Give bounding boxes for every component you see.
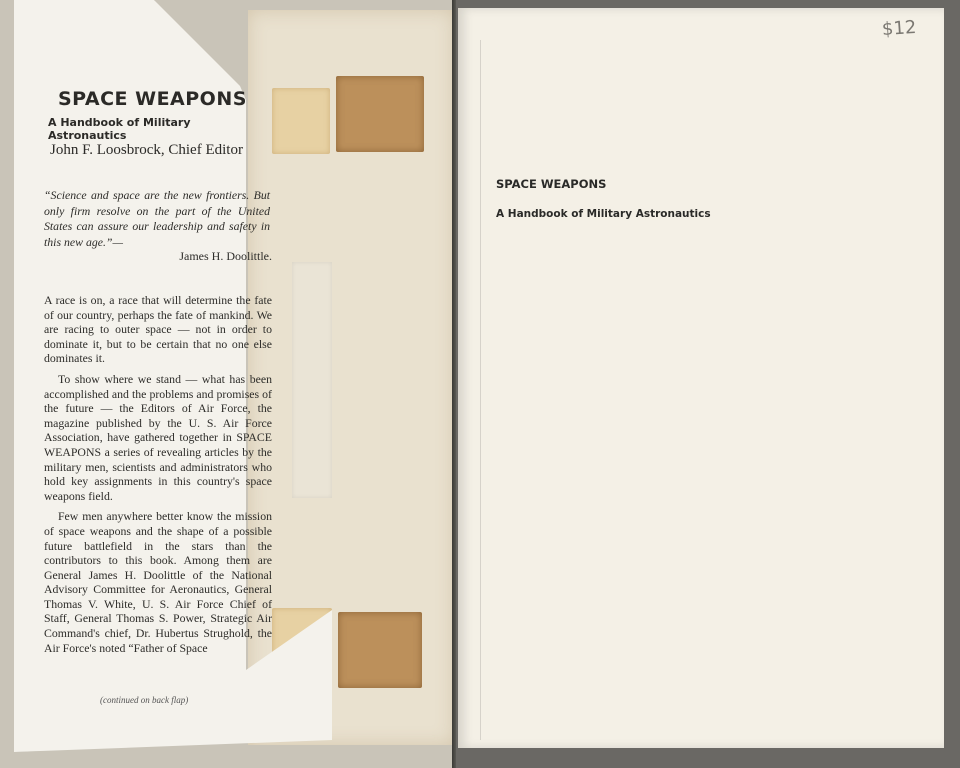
title-page [458,8,944,748]
title-page-title: SPACE WEAPONS [496,177,607,191]
flap-title: SPACE WEAPONS [58,88,247,110]
flap-subtitle: A Handbook of Military Astronautics [48,116,191,142]
tape-bottom [338,612,422,688]
quote-attribution: James H. Doolittle. [179,249,272,263]
title-page-gutter-line [480,40,485,740]
flap-paragraph-1: A race is on, a race that will determine the fate of our country, perhaps the fate of mankind. We are racing to outer space — not in order to dominate it, but to be certain that no one else dominates it. [44,293,272,366]
flap-quote: “Science and space are the new frontiers. But only firm resolve on the part of the United States can assure our leadership and safety in this new age.”— [44,188,270,249]
flap-editor: John F. Loosbrock, Chief Editor [50,142,243,158]
paper-strip [292,262,332,498]
tape-top-light [272,88,330,154]
flap-paragraph-3: Few men anywhere better know the mission of space weapons and the shape of a possible future battlefield in the stars than the contributors to this book. Among them are General James H. Doolittle of the National Advisory Committee for Aeronautics, General Thomas V. White, U. S. Air Force Chief of Staff, General Thomas S. Power, Strategic Air Command's chief, Dr. Hubertus Strughold, the Air Force's noted “Father of Space [44,509,272,655]
continued-note: (continued on back flap) [100,695,189,705]
tape-top [336,76,424,152]
price-mark: $12 [881,16,918,41]
title-page-subtitle: A Handbook of Military Astronautics [496,208,711,220]
flap-body [44,293,272,661]
flap-paragraph-2: To show where we stand — what has been accomplished and the problems and promises of the future — the Editors of Air Force, the magazine published by the U. S. Air Force Association, have gathered together in SPACE WEAPONS a series of revealing articles by the military men, scientists and administrators who hold key assignments in this country's space weapons field. [44,371,272,503]
